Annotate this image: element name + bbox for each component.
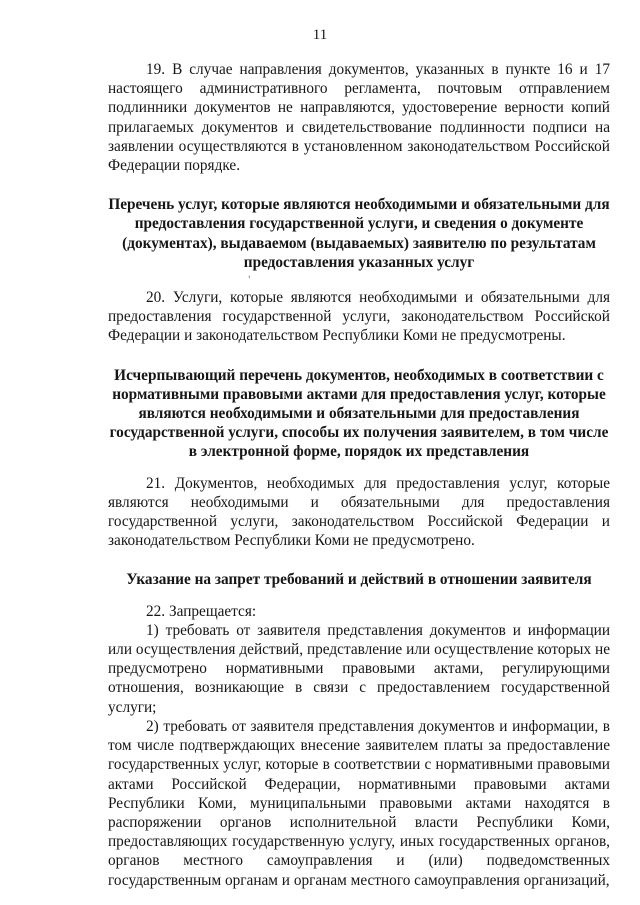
heading-required-services: Перечень услуг, которые являются необходимыми и обязательными для предоставления государственной услуги, и сведения о документе (документах), выдаваемом (выдаваемых) заявителю по результатам предоставления указанных услуг [108, 196, 610, 271]
paragraph-22-item-1: 1) требовать от заявителя представления документов и информации или осуществления действий, представление или осуществление которых не предусмотрено нормативными правовыми актами, регулирующими отношения, возникающие в связи с предоставлением государственной услуги; [108, 621, 610, 716]
heading-prohibitions: Указание на запрет требований и действий в отношении заявителя [126, 571, 592, 589]
paragraph-22: 22. Запрещается: [146, 602, 257, 620]
scan-mark [108, 272, 610, 288]
paragraph-20: 20. Услуги, которые являются необходимыми и обязательными для предоставления государственной услуги, законодательством Российской Федерации и законодательством Республики Коми не предусмотрены. [108, 289, 610, 345]
paragraph-19: 19. В случае направления документов, указанных в пункте 16 и 17 настоящего административного регламента, почтовым отправлением подлинники документов не направляются, удостоверение верности копий прилагаемых документов и свидетельствование подлинности подписи на заявлении осуществляются в установленном законодательством Российской Федерации порядке. [108, 61, 610, 175]
page-number: 11 [312, 27, 328, 43]
page-content [108, 60, 610, 890]
paragraph-21: 21. Документов, необходимых для предоставления услуг, которые являются необходимыми и обязательными для предоставления государственной услуги, законодательством Российской Федерации и законодательством Республики Коми не предусмотрено. [108, 474, 610, 550]
heading-documents-list: Исчерпывающий перечень документов, необходимых в соответствии с нормативными правовыми актами для предоставления услуг, которые являются необходимыми и обязательными для предоставления государственной услуги, способы их получения заявителем, в том числе в электронной форме, порядок их представления [109, 366, 609, 461]
paragraph-22-item-2: 2) требовать от заявителя представления документов и информации, в том числе подтверждающих внесение заявителем платы за предоставление государственных услуг, которые в соответствии с нормативными правовыми актами Российской Федерации, нормативными правовыми актами Республики Коми, муниципальными правовыми актами находятся в распоряжении органов исполнительной власти Республики Коми, предоставляющих государственную услугу, иных государственных органов, органов местного самоуправления и (или) подведомственных государственным органам и органам местного самоуправления организаций, [108, 717, 610, 889]
scan-mark-glyph: ‹ [248, 272, 251, 282]
